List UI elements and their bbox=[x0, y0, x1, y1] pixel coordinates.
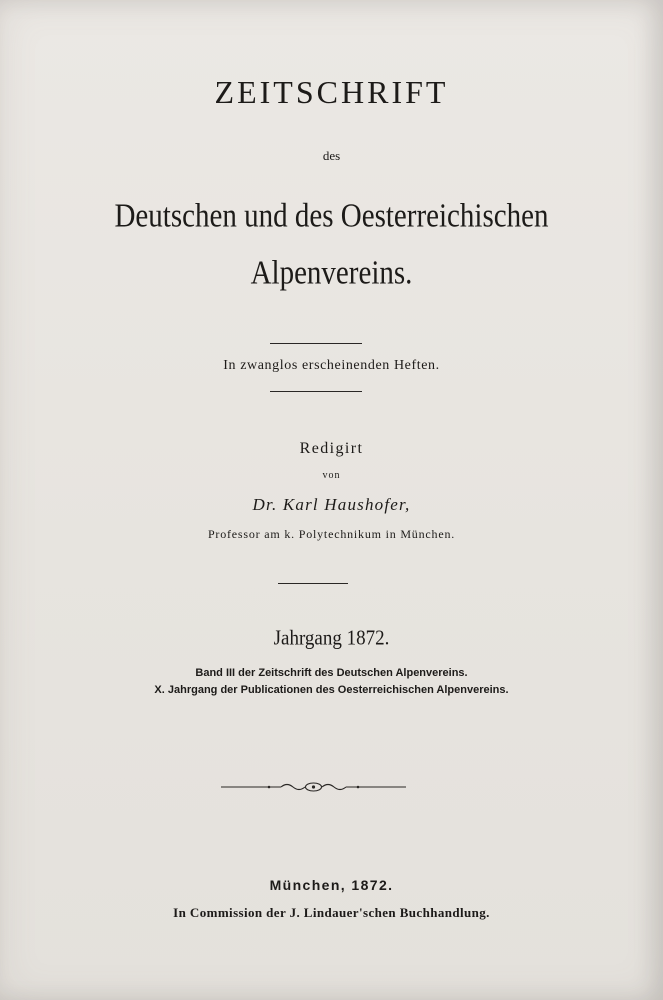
publisher-line: In Commission der J. Lindauer'schen Buchhandlung. bbox=[173, 905, 490, 920]
ornament-divider-icon bbox=[221, 777, 406, 797]
main-title-line-2: Alpenvereins. bbox=[250, 254, 413, 292]
band-line: Band III der Zeitschrift des Deutschen Alpenvereins. bbox=[195, 667, 468, 679]
divider-rule bbox=[270, 343, 362, 344]
des-line: des bbox=[322, 148, 341, 163]
subtitle: In zwanglos erscheinenden Heften. bbox=[223, 358, 440, 373]
divider-rule bbox=[278, 583, 348, 584]
place-date: München, 1872. bbox=[269, 877, 394, 893]
von-label: von bbox=[322, 470, 341, 481]
editor-name: Dr. Karl Haushofer, bbox=[252, 495, 411, 514]
divider-rule bbox=[270, 391, 362, 392]
redigirt-label: Redigirt bbox=[299, 440, 364, 457]
journal-title: ZEITSCHRIFT bbox=[214, 74, 449, 110]
editor-title: Professor am k. Polytechnikum in München. bbox=[207, 527, 456, 541]
x-jahrgang-line: X. Jahrgang der Publicationen des Oesterreichischen Alpenvereins. bbox=[154, 684, 509, 696]
main-title-line-1: Deutschen und des Oesterreichischen bbox=[114, 197, 549, 235]
year-line: Jahrgang 1872. bbox=[273, 626, 390, 650]
